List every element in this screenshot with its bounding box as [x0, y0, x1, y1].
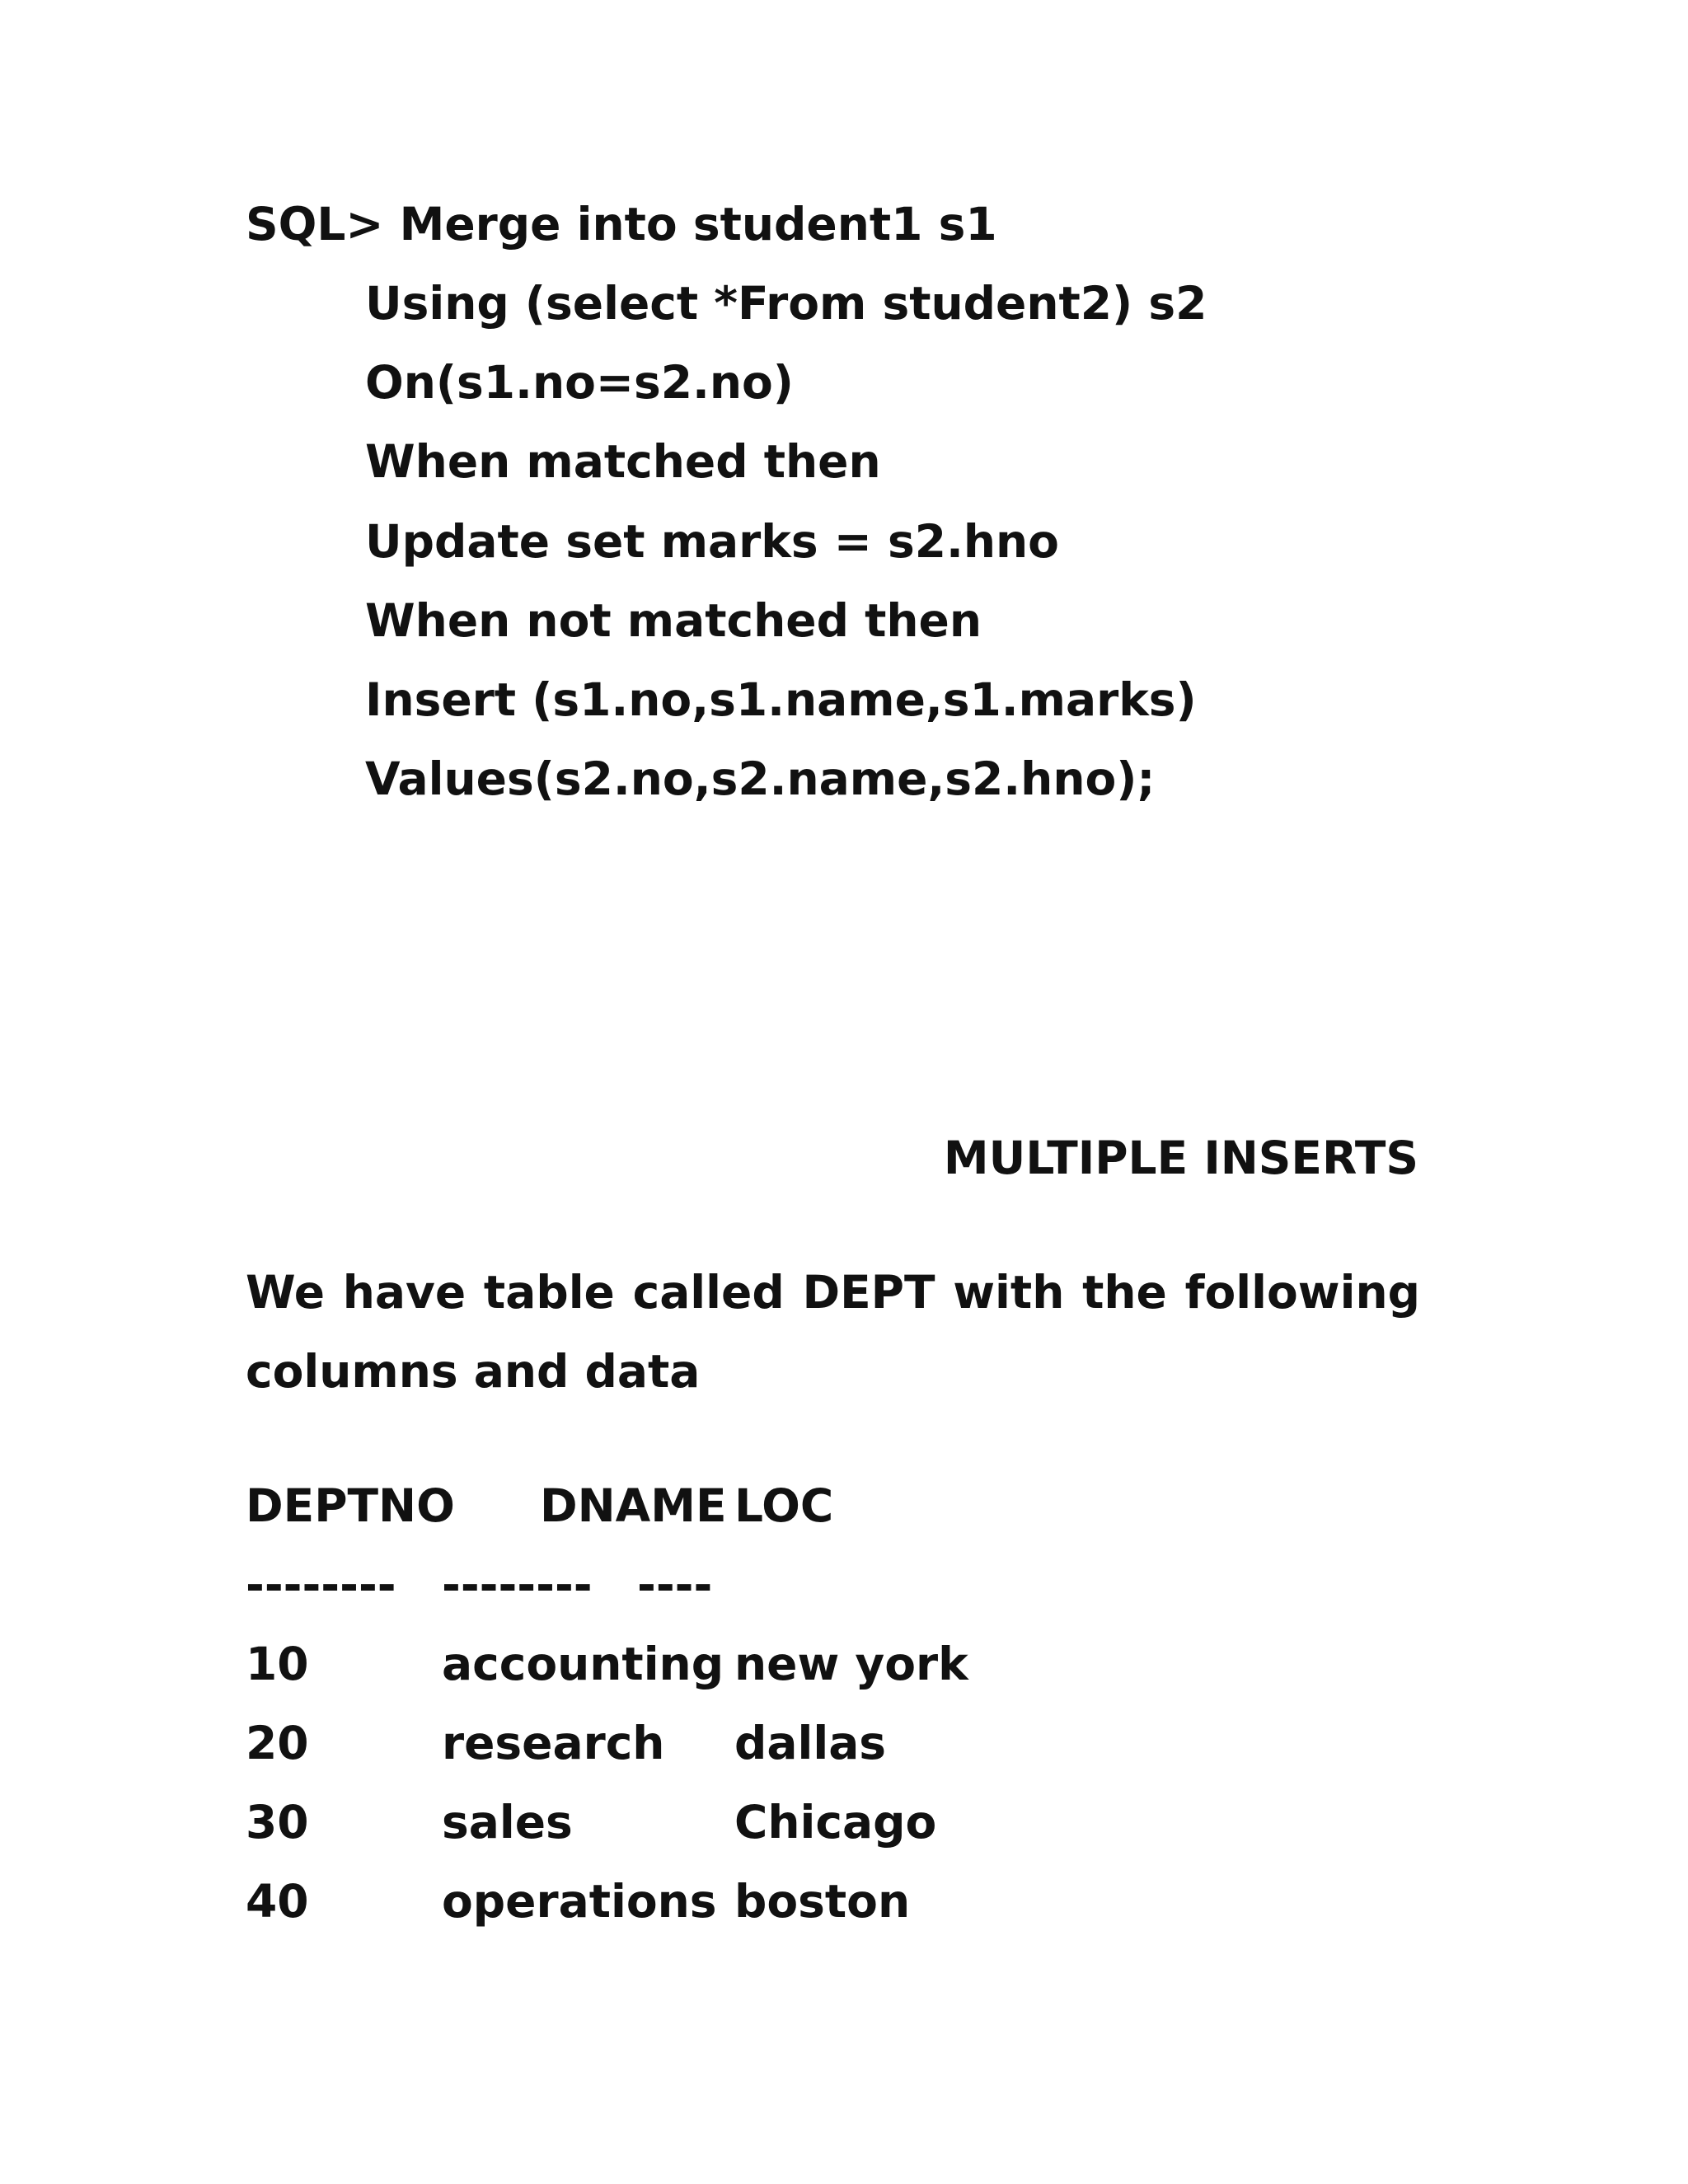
paragraph-word: table: [483, 1266, 615, 1319]
sql-prompt-line: SQL> Merge into student1 s1: [246, 198, 997, 251]
code-line: Using (select *From student2) s2: [365, 277, 1207, 330]
code-line: On(s1.no=s2.no): [365, 356, 794, 409]
paragraph-word: called: [632, 1266, 785, 1319]
table-cell-deptno: 30: [246, 1796, 309, 1849]
table-separator: --------: [442, 1558, 593, 1611]
paragraph-word: the: [1082, 1266, 1167, 1319]
table-cell-loc: Chicago: [734, 1796, 937, 1849]
table-header-dname: DNAME: [540, 1479, 727, 1532]
paragraph-word: We: [246, 1266, 326, 1319]
table-separator: ----: [637, 1558, 713, 1611]
table-header-loc: LOC: [734, 1479, 834, 1532]
table-cell-loc: boston: [734, 1875, 911, 1928]
table-separator: --------: [246, 1558, 396, 1611]
table-cell-dname: sales: [442, 1796, 573, 1849]
table-cell-dname: research: [442, 1717, 665, 1769]
section-heading: MULTIPLE INSERTS: [943, 1132, 1418, 1184]
paragraph: [246, 1266, 1420, 1319]
table-cell-loc: new york: [734, 1638, 968, 1690]
table-cell-dname: operations: [442, 1875, 717, 1928]
paragraph-word: with: [953, 1266, 1065, 1319]
paragraph-word: DEPT: [802, 1266, 935, 1319]
code-line: When not matched then: [365, 594, 982, 647]
table-cell-deptno: 10: [246, 1638, 309, 1690]
code-line: Update set marks = s2.hno: [365, 515, 1059, 568]
table-header-deptno: DEPTNO: [246, 1479, 455, 1532]
code-line: When matched then: [365, 435, 881, 488]
table-cell-deptno: 40: [246, 1875, 309, 1928]
table-cell-deptno: 20: [246, 1717, 309, 1769]
table-cell-dname: accounting: [442, 1638, 724, 1690]
code-line: Insert (s1.no,s1.name,s1.marks): [365, 673, 1197, 726]
code-line: Values(s2.no,s2.name,s2.hno);: [365, 752, 1156, 805]
paragraph-line-2: columns and data: [246, 1345, 701, 1398]
paragraph-word: have: [342, 1266, 467, 1319]
paragraph-word: following: [1184, 1266, 1420, 1319]
paragraph-line-1: [246, 1266, 1420, 1319]
table-cell-loc: dallas: [734, 1717, 887, 1769]
